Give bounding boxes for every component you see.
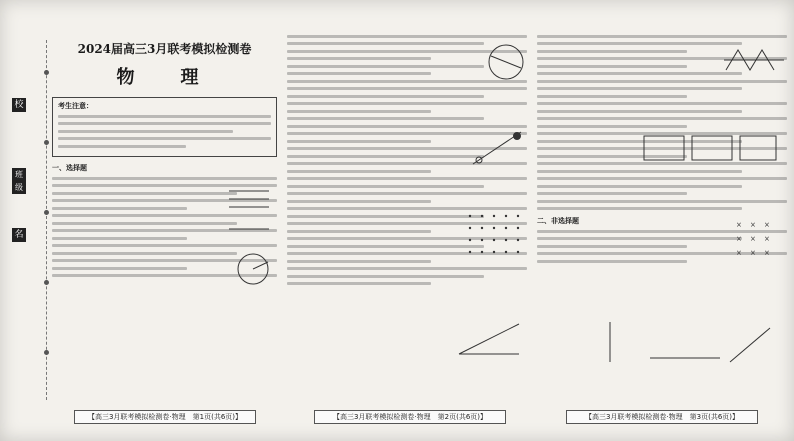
magnetic-field-figure bbox=[462, 208, 522, 258]
text-line bbox=[58, 122, 271, 125]
text-line bbox=[537, 95, 687, 98]
notes-heading: 考生注意： bbox=[58, 101, 93, 110]
waveform-figure bbox=[720, 40, 786, 80]
svg-text:×: × bbox=[764, 235, 770, 243]
binding-label-school: 校 bbox=[12, 98, 26, 112]
svg-text:×: × bbox=[736, 249, 742, 257]
text-line bbox=[287, 42, 484, 45]
text-line bbox=[537, 192, 687, 195]
exam-title: 2024届高三3月联考模拟检测卷 bbox=[77, 42, 252, 56]
text-line bbox=[537, 185, 742, 188]
text-line bbox=[58, 145, 186, 148]
text-line bbox=[287, 57, 431, 60]
text-line bbox=[537, 207, 742, 210]
text-line bbox=[287, 215, 484, 218]
page-footer: 【高三3月联考模拟检测卷·物理 第2页(共6页)】 bbox=[314, 410, 506, 424]
text-line bbox=[58, 130, 233, 133]
svg-text:×: × bbox=[750, 235, 756, 243]
text-line bbox=[287, 140, 431, 143]
text-line bbox=[52, 267, 187, 270]
text-line bbox=[287, 170, 431, 173]
text-line bbox=[537, 125, 687, 128]
text-line bbox=[537, 87, 742, 90]
text-line bbox=[287, 260, 431, 263]
text-line bbox=[287, 267, 527, 270]
text-line bbox=[287, 192, 527, 195]
text-line bbox=[287, 275, 484, 278]
exam-subject: 物 理 bbox=[116, 67, 213, 88]
text-line bbox=[537, 260, 687, 263]
svg-text:×: × bbox=[750, 249, 756, 257]
page-footer: 【高三3月联考模拟检测卷·物理 第1页(共6页)】 bbox=[74, 410, 256, 424]
text-line bbox=[58, 137, 271, 140]
text-line bbox=[52, 237, 187, 240]
text-line bbox=[537, 102, 787, 105]
text-line bbox=[287, 102, 527, 105]
text-line bbox=[537, 177, 787, 180]
text-line bbox=[537, 65, 687, 68]
text-line bbox=[537, 72, 742, 75]
text-line bbox=[537, 117, 787, 120]
binding-dot bbox=[44, 280, 49, 285]
orbit-figure bbox=[469, 128, 525, 168]
text-line bbox=[287, 110, 431, 113]
notes-box bbox=[52, 97, 277, 157]
binding-dot bbox=[44, 350, 49, 355]
text-line bbox=[537, 245, 687, 248]
text-line bbox=[287, 95, 484, 98]
text-line bbox=[287, 72, 431, 75]
text-line bbox=[537, 35, 787, 38]
binding-dot bbox=[44, 140, 49, 145]
text-line bbox=[537, 170, 742, 173]
binding-dot bbox=[44, 210, 49, 215]
text-line bbox=[287, 245, 484, 248]
text-line bbox=[287, 177, 527, 180]
text-line bbox=[287, 282, 431, 285]
text-line bbox=[537, 237, 742, 240]
circuit-figure bbox=[640, 130, 780, 166]
binding-margin bbox=[6, 40, 47, 400]
text-line bbox=[52, 177, 277, 180]
svg-text:×: × bbox=[750, 221, 756, 229]
text-line bbox=[287, 65, 484, 68]
magnetic-field-figure bbox=[730, 215, 786, 265]
text-line bbox=[52, 207, 187, 210]
text-line bbox=[537, 200, 787, 203]
circle-figure bbox=[234, 250, 272, 288]
experiment-figure bbox=[600, 318, 780, 366]
binding-label-name: 名 bbox=[12, 228, 26, 242]
text-line bbox=[52, 244, 277, 247]
text-line bbox=[287, 155, 484, 158]
svg-text:×: × bbox=[736, 221, 742, 229]
text-line bbox=[58, 115, 271, 118]
svg-text:×: × bbox=[736, 235, 742, 243]
text-line bbox=[287, 200, 431, 203]
text-line bbox=[52, 222, 237, 225]
section-title-non-choice: 二、非选择题 bbox=[537, 216, 579, 225]
text-line bbox=[537, 42, 742, 45]
binding-dot bbox=[44, 70, 49, 75]
binding-label-class: 班级 bbox=[12, 168, 26, 194]
text-line bbox=[537, 50, 687, 53]
text-line bbox=[537, 110, 742, 113]
text-line bbox=[52, 252, 237, 255]
page-footer: 【高三3月联考模拟检测卷·物理 第3页(共6页)】 bbox=[566, 410, 758, 424]
circle-figure bbox=[487, 38, 525, 96]
text-line bbox=[287, 185, 484, 188]
text-line bbox=[52, 192, 237, 195]
section-title-choice: 一、选择题 bbox=[52, 163, 87, 172]
text-line bbox=[287, 117, 484, 120]
svg-text:×: × bbox=[764, 221, 770, 229]
incline-figure bbox=[455, 318, 523, 358]
energy-level-figure bbox=[225, 185, 273, 233]
text-line bbox=[287, 230, 431, 233]
svg-text:×: × bbox=[764, 249, 770, 257]
